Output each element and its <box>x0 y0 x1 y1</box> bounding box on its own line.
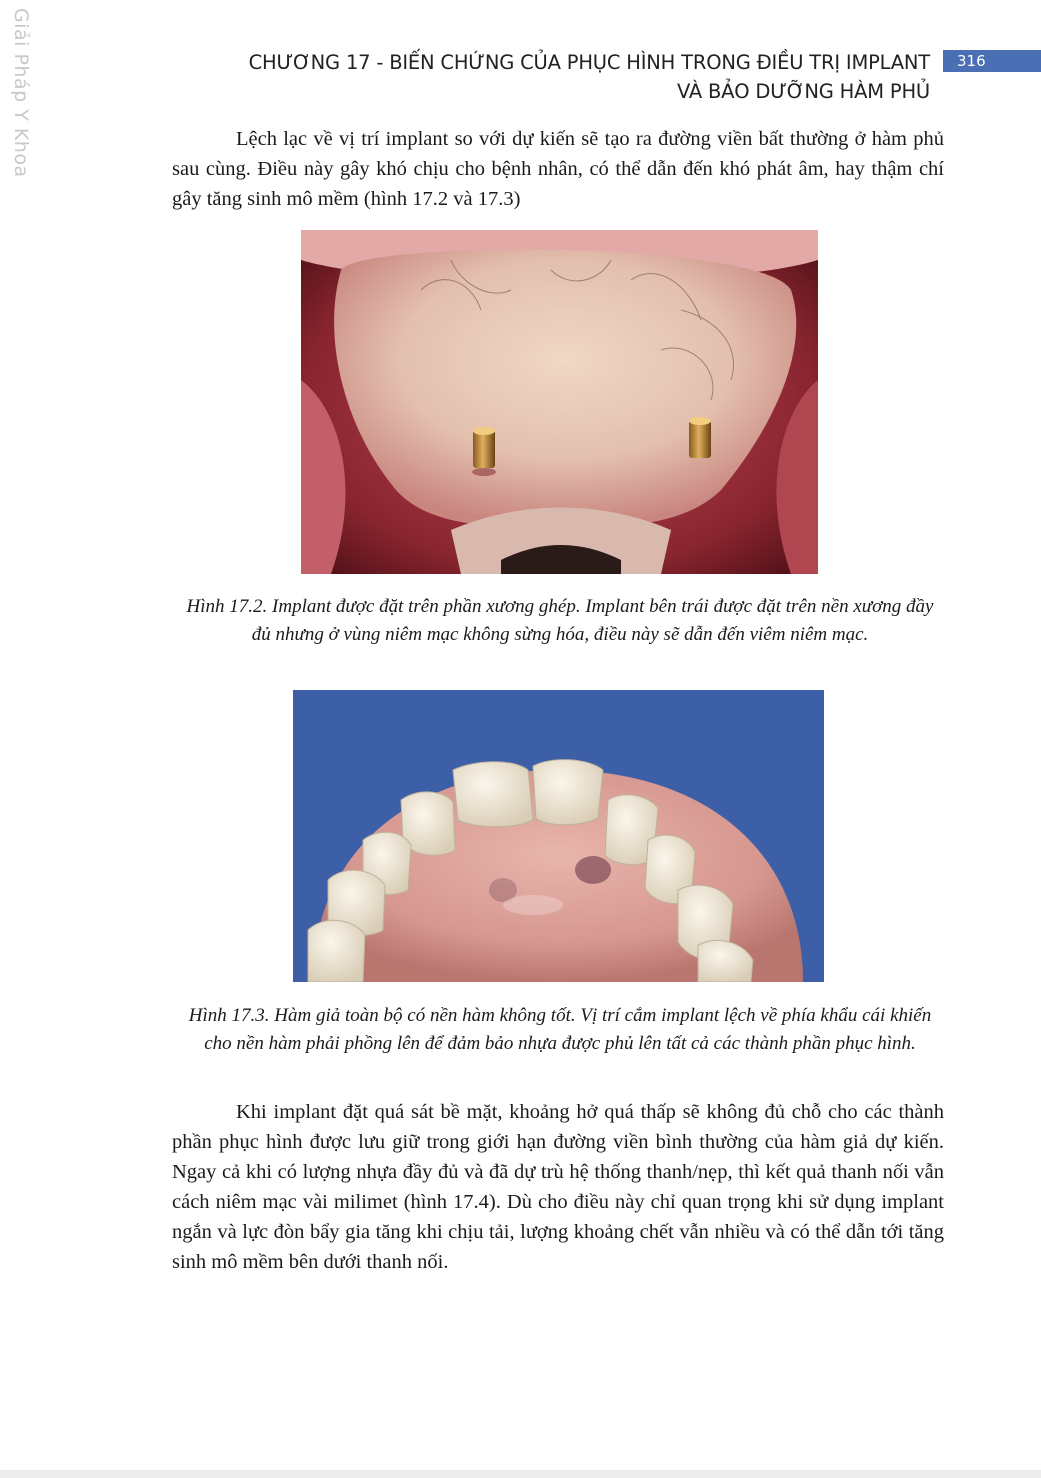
implant-mouth-illustration <box>301 230 818 574</box>
chapter-title-line-2: VÀ BẢO DƯỠNG HÀM PHỦ <box>676 80 930 103</box>
figure-17-2-caption: Hình 17.2. Implant được đặt trên phần xương ghép. Implant bên trái được đặt trên nền xương đầy đủ nhưng ở vùng niêm mạc không sừng hóa, điều này sẽ dẫn đến viêm niêm mạc. <box>186 596 934 645</box>
closing-paragraph: Khi implant đặt quá sát bề mặt, khoảng hở quá thấp sẽ không đủ chỗ cho các thành phần phục hình được lưu giữ trong giới hạn đường viền bình thường của hàm giả dự kiến. Ngay cả khi có lượng nhựa đầy đủ và đã dự trù hệ thống thanh/nẹp, thì kết quả thanh nối vẫn cách niêm mạc vài milimet (hình 17.4). Dù cho điều này chỉ quan trọng khi sử dụng implant ngắn và lực đòn bẩy gia tăng khi chịu tải, lượng khoảng chết vẫn nhiều và có thể dẫn tới tăng sinh mô mềm bên dưới thanh nối. <box>172 1101 944 1273</box>
chapter-header <box>150 48 930 106</box>
intro-paragraph: Lệch lạc về vị trí implant so với dự kiến sẽ tạo ra đường viền bất thường ở hàm phủ sau cùng. Điều này gây khó chịu cho bệnh nhân, có thể dẫn đến khó phát âm, hay thậm chí gây tăng sinh mô mềm (hình 17.2 và 17.3) <box>172 128 944 210</box>
page-bottom-edge <box>0 1470 1041 1478</box>
figure-17-2-photo <box>301 230 818 574</box>
watermark-text: Giải Pháp Y Khoa <box>10 8 32 178</box>
page-number-badge: 316 <box>943 50 1041 72</box>
chapter-title-line-1: CHƯƠNG 17 - BIẾN CHỨNG CỦA PHỤC HÌNH TRONG ĐIỀU TRỊ IMPLANT <box>248 51 930 74</box>
figure-17-3-photo <box>293 690 824 982</box>
figure-17-3-caption: Hình 17.3. Hàm giả toàn bộ có nền hàm không tốt. Vị trí cắm implant lệch về phía khẩu cái khiến cho nền hàm phải phồng lên để đảm bảo nhựa được phủ lên tất cả các thành phần phục hình. <box>188 1005 932 1054</box>
denture-illustration <box>293 690 824 982</box>
